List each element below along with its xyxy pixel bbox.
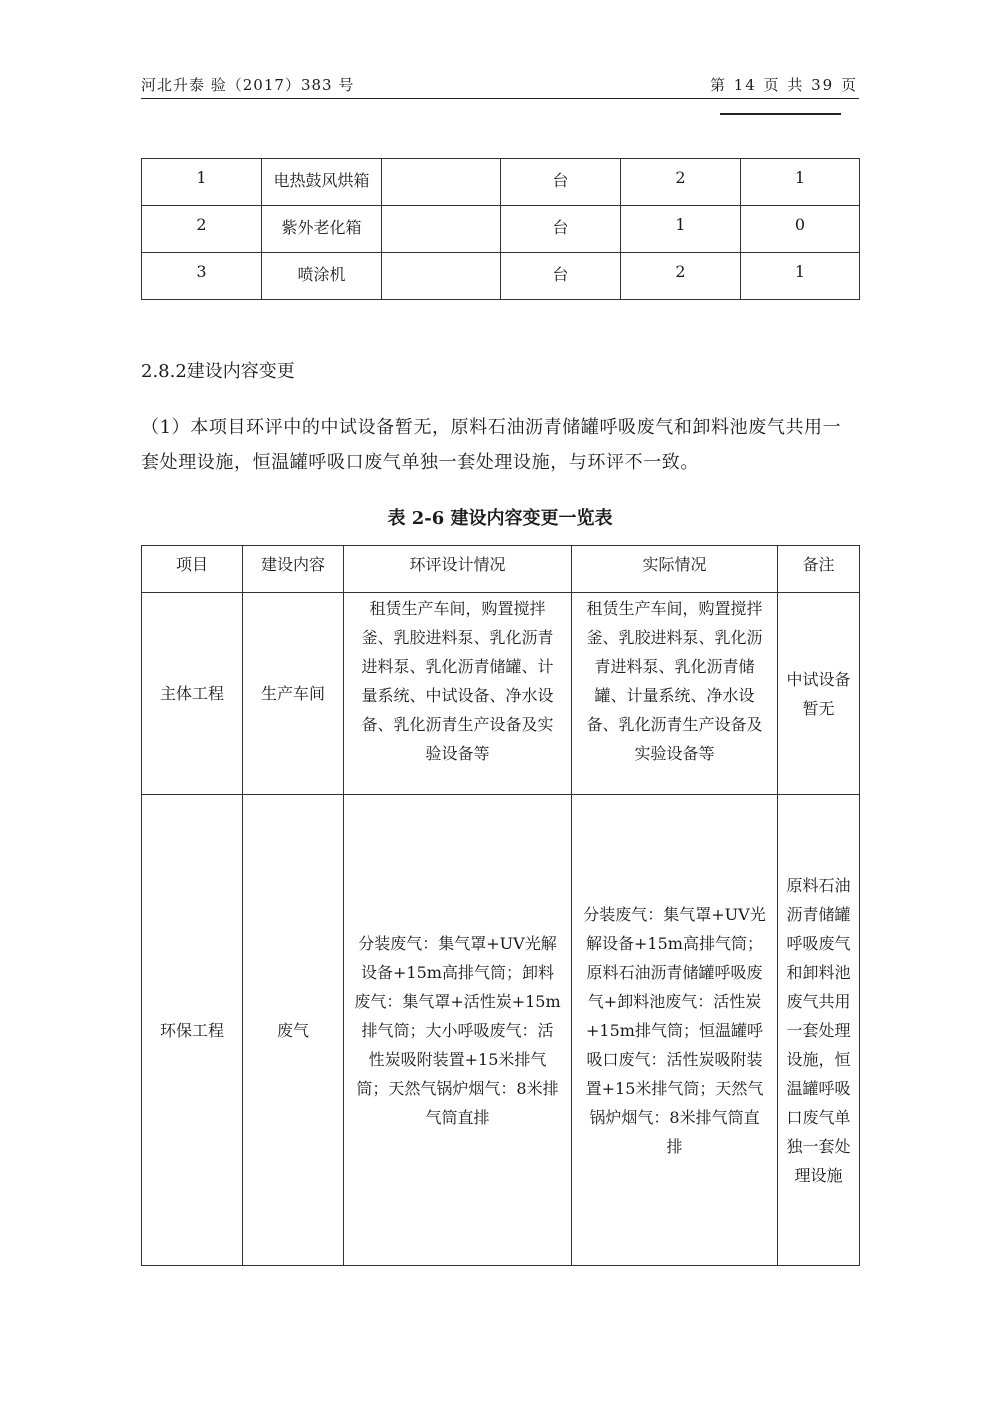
column-header: 环评设计情况 (344, 546, 572, 593)
table-cell (382, 253, 501, 300)
table-cell: 2 (142, 206, 262, 253)
table-cell: 电热鼓风烘箱 (262, 159, 382, 206)
table-caption: 表 2-6 建设内容变更一览表 (387, 508, 613, 529)
table-cell: 原料石油沥青储罐呼吸废气和卸料池废气共用一套处理设施，恒温罐呼吸口废气单独一套处理设施 (778, 795, 860, 1266)
table-cell: 主体工程 (142, 593, 243, 795)
table-cell: 2 (621, 253, 741, 300)
table-cell: 分装废气：集气罩+UV光解设备+15m高排气筒；原料石油沥青储罐呼吸废气+卸料池废气：活性炭+15m排气筒；恒温罐呼吸口废气：活性炭吸附装置+15米排气筒；天然气锅炉烟气：8米排气筒直排 (572, 795, 778, 1266)
page-number: 第 14 页 共 39 页 (709, 76, 858, 94)
table-cell: 1 (621, 206, 741, 253)
header-rule (141, 98, 859, 99)
table-cell: 3 (142, 253, 262, 300)
column-header: 建设内容 (243, 546, 344, 593)
table-row (142, 206, 860, 253)
table-cell: 1 (741, 253, 860, 300)
table-cell (382, 206, 501, 253)
table-cell: 中试设备暂无 (778, 593, 860, 795)
table-cell (382, 159, 501, 206)
column-header: 项目 (142, 546, 243, 593)
table-cell: 1 (741, 159, 860, 206)
change-table (141, 545, 860, 1266)
body-paragraph: （1）本项目环评中的中试设备暂无，原料石油沥青储罐呼吸废气和卸料池废气共用一套处理设施，恒温罐呼吸口废气单独一套处理设施，与环评不一致。 (141, 417, 842, 473)
table-row (142, 253, 860, 300)
table-cell: 喷涂机 (262, 253, 382, 300)
section-title: 2.8.2建设内容变更 (141, 361, 295, 382)
table-header-row (142, 546, 860, 593)
table-cell: 2 (621, 159, 741, 206)
table-row (142, 795, 860, 1266)
table-cell: 台 (501, 253, 621, 300)
table-cell: 1 (142, 159, 262, 206)
table-cell: 台 (501, 159, 621, 206)
table-cell: 0 (741, 206, 860, 253)
table-cell: 租赁生产车间，购置搅拌釜、乳胶进料泵、乳化沥青进料泵、乳化沥青储罐、计量系统、净水设备、乳化沥青生产设备及实验设备等 (572, 593, 778, 795)
table-cell: 台 (501, 206, 621, 253)
equipment-table (141, 158, 860, 300)
table-cell: 废气 (243, 795, 344, 1266)
document-number: 河北升泰 验（2017）383 号 (141, 76, 355, 94)
column-header: 实际情况 (572, 546, 778, 593)
table-cell: 紫外老化箱 (262, 206, 382, 253)
column-header: 备注 (778, 546, 860, 593)
table-row (142, 593, 860, 795)
table-cell: 租赁生产车间，购置搅拌釜、乳胶进料泵、乳化沥青进料泵、乳化沥青储罐、计量系统、中试设备、净水设备、乳化沥青生产设备及实验设备等 (344, 593, 572, 795)
table-cell: 分装废气：集气罩+UV光解设备+15m高排气筒；卸料废气：集气罩+活性炭+15m排气筒；大小呼吸废气：活性炭吸附装置+15米排气筒；天然气锅炉烟气：8米排气筒直排 (344, 795, 572, 1266)
table-cell: 生产车间 (243, 593, 344, 795)
table-cell: 环保工程 (142, 795, 243, 1266)
header-short-rule (720, 113, 841, 115)
table-row (142, 159, 860, 206)
